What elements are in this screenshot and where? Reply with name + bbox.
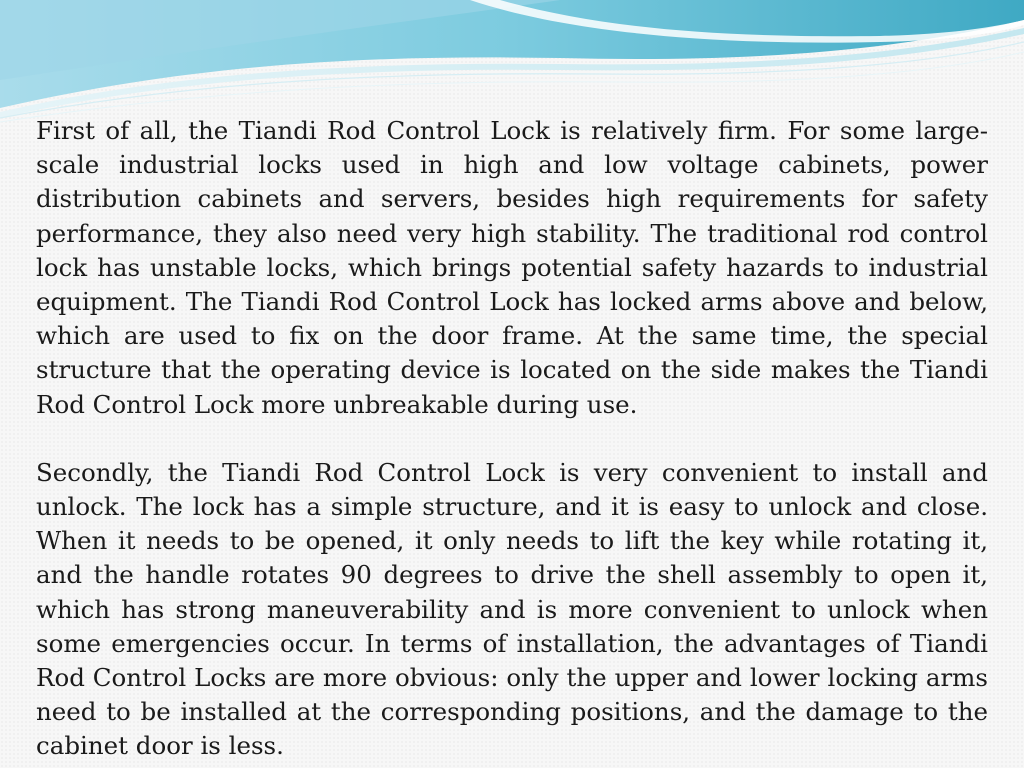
paragraph-2: Secondly, the Tiandi Rod Control Lock is very convenient to install and unlock. The lock has a simple structure, and it is easy to unlock and close. When it needs to be opened, it only needs to lift the key while rotating it, and the handle rotates 90 degrees to drive the shell assembly to open it, which has strong maneuverability and is more convenient to unlock when some emergencies occur. In terms of installation, the advantages of Tiandi Rod Control Locks are more obvious: only the upper and lower locking arms need to be installed at the corresponding positions, and the damage to the cabinet door is less. — [36, 457, 988, 761]
paragraph-1: First of all, the Tiandi Rod Control Lock is relatively firm. For some large-scale industrial locks used in high and low voltage cabinets, power distribution cabinets and servers, besides high requirements for safety performance, they also need very high stability. The traditional rod control lock has unstable locks, which brings potential safety hazards to industrial equipment. The Tiandi Rod Control Lock has locked arms above and below, which are used to fix on the door frame. At the same time, the special structure that the operating device is located on the side makes the Tiandi Rod Control Lock more unbreakable during use. — [36, 116, 988, 419]
body-text — [36, 114, 988, 768]
header-wave-decoration — [0, 0, 1024, 130]
